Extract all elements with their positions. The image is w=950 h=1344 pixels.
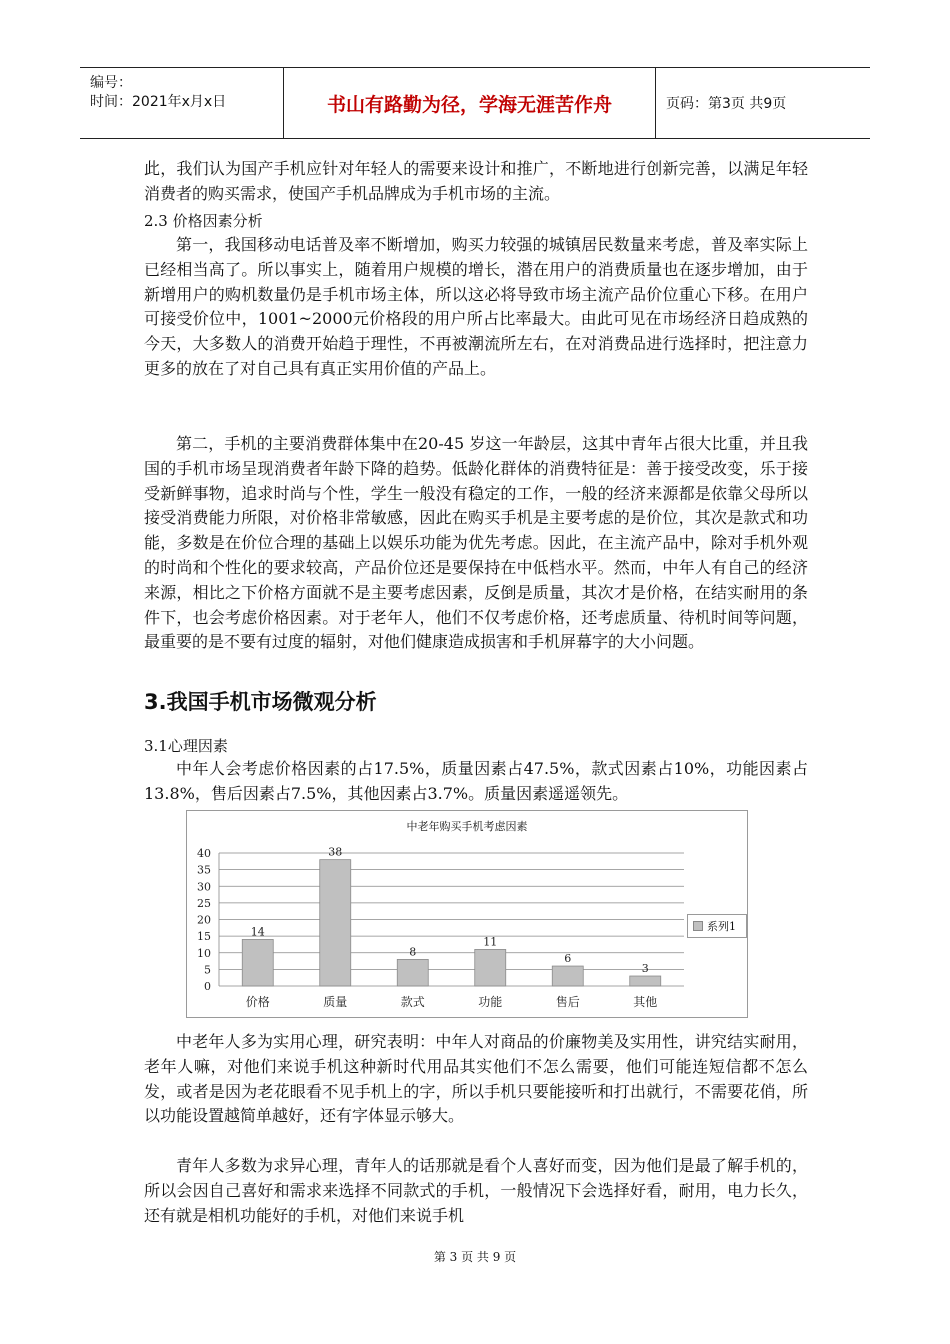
header-meta-cell	[80, 68, 284, 138]
y-tick-label: 40	[197, 847, 211, 860]
category-label: 功能	[478, 995, 503, 1009]
paragraph-6: 青年人多数为求异心理，青年人的话那就是看个人喜好而变，因为他们是最了解手机的，所以会因自己喜好和需求来选择不同款式的手机，一般情况下会选择好看，耐用，电力长久，还有就是相机功能好的手机，对他们来说手机	[144, 1156, 808, 1225]
time-label: 时间：2021年x月x日	[90, 94, 227, 110]
y-tick-label: 25	[197, 896, 211, 910]
number-label: 编号：	[90, 75, 132, 91]
y-tick-label: 10	[197, 946, 211, 960]
section-3-heading: 3.我国手机市场微观分析	[144, 690, 377, 714]
bar	[630, 976, 661, 986]
paragraph-4: 中年人会考虑价格因素的占17.5%，质量因素占47.5%，款式因素占10%，功能因素占13.8%，售后因素占7.5%，其他因素占3.7%。质量因素遥遥领先。	[144, 759, 808, 803]
chart-legend	[687, 914, 747, 938]
y-tick-label: 20	[197, 913, 211, 927]
header-motto: 书山有路勤为径，学海无涯苦作舟	[284, 68, 656, 138]
y-tick-label: 5	[204, 963, 211, 977]
paragraph-1: 此，我们认为国产手机应针对年轻人的需要来设计和推广，不断地进行创新完善，以满足年轻消费者的购买需求，使国产手机品牌成为手机市场的主流。	[144, 159, 808, 203]
header-page-info: 页码：第3页 共9页	[666, 96, 787, 112]
category-label: 其他	[633, 995, 658, 1009]
paragraph-3: 第二，手机的主要消费群体集中在20-45 岁这一年龄层，这其中青年占很大比重，并且我国的手机市场呈现消费者年龄下降的趋势。低龄化群体的消费特征是：善于接受改变，乐于接受新鲜事物，追求时尚与个性，学生一般没有稳定的工作，一般的经济来源都是依靠父母所以接受消费能力所限，对价格非常敏感，因此在购买手机是主要考虑的是价位，其次是款式和功能，多数是在价位合理的基础上以娱乐功能为优先考虑。因此，在主流产品中，除对手机外观的时尚和个性化的要求较高，产品价位还是要保持在中低档水平。然而，中年人有自己的经济来源，相比之下价格方面就不是主要考虑因素，反倒是质量，其次才是价格，在结实耐用的条件下，也会考虑价格因素。对于老年人，他们不仅考虑价格，还考虑质量、待机时间等问题，最重要的是不要有过度的辐射，对他们健康造成损害和手机屏幕字的大小问题。	[144, 434, 808, 652]
bar	[320, 860, 351, 986]
paragraph-2: 第一，我国移动电话普及率不断增加，购买力较强的城镇居民数量来考虑，普及率实际上已经相当高了。所以事实上，随着用户规模的增长，潜在用户的消费质量也在逐步增加，由于新增用户的购机数量仍是手机市场主体，所以这必将导致市场主流产品价位重心下移。在用户可接受价位中，1001~2000元价格段的用户所占比率最大。由此可见在市场经济日趋成熟的今天，大多数人的消费开始趋于理性，不再被潮流所左右，在对消费品进行选择时，把注意力更多的放在了对自己具有真正实用价值的产品上。	[144, 235, 808, 378]
data-label: 8	[409, 945, 417, 959]
section-3-1-heading: 3.1心理因素	[144, 737, 228, 755]
chart-title: 中老年购买手机考虑因素	[406, 820, 528, 833]
bar	[475, 949, 506, 986]
category-label: 款式	[400, 995, 425, 1009]
data-label: 11	[483, 935, 498, 949]
bar	[552, 966, 583, 986]
category-label: 价格	[245, 995, 270, 1009]
data-label: 14	[250, 925, 265, 939]
y-tick-label: 30	[197, 880, 211, 894]
page-footer: 第 3 页 共 9 页	[433, 1250, 517, 1264]
y-tick-label: 0	[204, 980, 211, 993]
category-label: 质量	[323, 995, 348, 1009]
data-label: 6	[564, 952, 572, 966]
data-label: 38	[328, 845, 343, 859]
page-header	[80, 67, 870, 139]
paragraph-5: 中老年人多为实用心理，研究表明：中年人对商品的价廉物美及实用性，讲究结实耐用，老年人嘛，对他们来说手机这种新时代用品其实他们不怎么需要，他们可能连短信都不怎么发，或者是因为老花眼看不见手机上的字，所以手机只要能接听和打出就行，不需要花俏，所以功能设置越简单越好，还有字体显示够大。	[144, 1032, 808, 1126]
bar	[397, 959, 428, 986]
y-tick-label: 35	[197, 863, 211, 877]
bar-chart	[186, 810, 748, 1018]
data-label: 3	[641, 962, 649, 976]
section-2-3-heading: 2.3 价格因素分析	[144, 212, 263, 230]
chart-canvas	[187, 811, 747, 1017]
y-tick-label: 15	[197, 930, 211, 944]
category-label: 售后	[555, 995, 580, 1009]
bar	[242, 939, 273, 986]
legend-swatch	[693, 921, 703, 931]
legend-label: 系列1	[707, 920, 736, 933]
